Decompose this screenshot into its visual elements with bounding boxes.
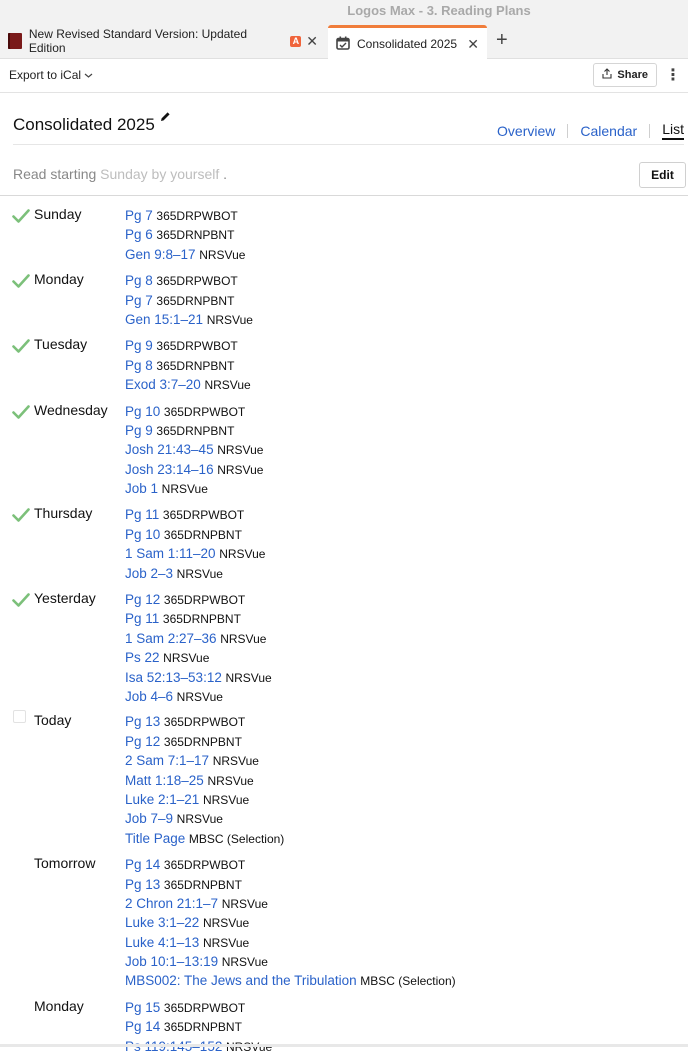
reading-link[interactable]: 1 Sam 2:27–36 — [125, 630, 217, 646]
resource-name: MBSC (Selection) — [360, 974, 456, 989]
tab-label: New Revised Standard Version: Updated Edition — [28, 27, 247, 55]
reading-link[interactable]: Luke 3:1–22 — [125, 915, 200, 931]
read-suffix: . — [223, 166, 228, 182]
reading-item — [125, 894, 456, 913]
tab-bar — [0, 20, 688, 59]
reading-link[interactable]: Pg 13 — [125, 714, 161, 730]
resource-name: 365DRNPBNT — [156, 358, 235, 373]
book-icon — [8, 33, 22, 49]
day-group — [0, 855, 688, 991]
resource-name: 365DRNPBNT — [156, 293, 235, 308]
checkmark-icon[interactable] — [12, 592, 30, 610]
resource-name: NRSVue — [202, 935, 250, 950]
resource-name: MBSC (Selection) — [188, 831, 285, 846]
reading-link[interactable]: Pg 10 — [125, 403, 161, 419]
pencil-icon[interactable] — [160, 111, 171, 125]
reading-item — [125, 648, 272, 667]
reading-item — [125, 998, 272, 1017]
reading-item — [125, 544, 265, 563]
share-icon — [602, 68, 612, 82]
reading-link[interactable]: Luke 4:1–13 — [125, 934, 200, 950]
reading-link[interactable]: 2 Chron 21:1–7 — [125, 895, 219, 911]
reading-link[interactable]: Pg 12 — [125, 592, 161, 608]
readings-list — [125, 271, 253, 329]
share-button[interactable] — [593, 63, 657, 87]
reading-link[interactable]: Matt 1:18–25 — [125, 772, 204, 788]
reading-link[interactable]: Luke 2:1–21 — [125, 791, 200, 807]
day-name: Tuesday — [34, 336, 88, 353]
view-overview[interactable]: Overview — [497, 122, 556, 139]
resource-name: NRSVue — [221, 896, 268, 911]
reading-link[interactable]: Pg 9 — [125, 338, 153, 354]
plan-header — [0, 93, 688, 145]
reading-item — [125, 809, 284, 828]
resource-name: NRSVue — [176, 812, 223, 827]
readings-list — [125, 855, 456, 991]
readings-list — [125, 505, 265, 583]
calendar-icon — [336, 36, 350, 52]
reading-item — [125, 913, 456, 932]
resource-name: NRSVue — [202, 916, 250, 931]
reading-item — [125, 609, 272, 628]
new-tab-button[interactable]: + — [496, 29, 508, 51]
reading-item — [125, 875, 456, 894]
reading-item — [125, 933, 456, 952]
view-switcher — [497, 121, 684, 140]
day-name: Thursday — [34, 505, 93, 522]
reading-link[interactable]: Pg 8 — [125, 357, 153, 373]
read-prefix: Read starting — [13, 166, 97, 182]
reading-item — [125, 712, 284, 731]
close-icon[interactable]: ✕ — [306, 32, 318, 49]
reading-item — [125, 245, 245, 264]
day-name: Monday — [34, 997, 84, 1014]
reading-link[interactable]: Exod 3:7–20 — [125, 377, 201, 393]
export-label: Export to iCal — [9, 68, 82, 82]
day-group — [0, 998, 688, 1056]
readings-list — [125, 590, 272, 706]
reading-link[interactable]: Pg 7 — [125, 208, 153, 223]
reader: by yourself — [151, 166, 220, 182]
reading-item — [125, 525, 265, 544]
read-starting-text — [13, 166, 227, 182]
reading-item — [125, 668, 272, 687]
reading-link[interactable]: Job 7–9 — [125, 811, 174, 827]
reading-link[interactable]: 2 Sam 7:1–17 — [125, 753, 210, 769]
window-title: Logos Max - 3. Reading Plans — [0, 0, 688, 20]
resource-name: NRSVue — [176, 566, 223, 581]
reading-item — [125, 225, 245, 244]
reading-item — [125, 564, 265, 583]
reading-item — [125, 751, 284, 770]
reading-item — [125, 829, 284, 848]
day-group — [0, 336, 688, 394]
reading-item — [125, 629, 272, 648]
view-list[interactable]: List — [662, 121, 684, 140]
resource-name: 365DRNPBNT — [163, 877, 242, 892]
page-title: Consolidated 2025 — [13, 115, 155, 134]
reading-item — [125, 271, 253, 290]
resource-name: NRSVue — [202, 792, 250, 807]
reading-link[interactable]: 1 Sam 1:11–20 — [125, 546, 216, 562]
resource-name: 365DRNPBNT — [163, 1020, 242, 1035]
readings-list — [125, 336, 251, 394]
reading-item — [125, 732, 284, 751]
reading-link[interactable]: MBS002: The Jews and the Tribulation — [125, 973, 357, 989]
resource-name: 365DRNPBNT — [163, 734, 242, 749]
reading-link[interactable]: Job 10:1–13:19 — [125, 954, 219, 970]
reading-item — [125, 206, 245, 225]
reading-item — [125, 771, 284, 790]
resource-name: 365DRPWBOT — [163, 593, 246, 608]
reading-item — [125, 505, 265, 524]
reading-link[interactable]: Pg 14 — [125, 1019, 161, 1035]
reading-link[interactable]: Job 2–3 — [125, 565, 174, 581]
resource-name: 365DRPWBOT — [156, 339, 238, 354]
resource-name: NRSVue — [199, 247, 246, 262]
day-checkbox[interactable] — [13, 710, 26, 723]
resource-name: 365DRPWBOT — [163, 715, 246, 730]
reading-link[interactable]: Pg 12 — [125, 733, 161, 749]
day-name: Sunday — [34, 206, 82, 222]
more-options-icon[interactable]: ⋮ — [665, 67, 681, 84]
reading-item — [125, 687, 272, 706]
resource-name: NRSVue — [161, 482, 208, 497]
reading-link[interactable]: Job 4–6 — [125, 688, 174, 704]
edit-button[interactable]: Edit — [639, 162, 686, 188]
reading-link[interactable]: Gen 9:8–17 — [125, 246, 196, 262]
reading-item — [125, 479, 263, 498]
day-group — [0, 271, 688, 329]
day-group — [0, 590, 688, 706]
reading-item — [125, 336, 251, 355]
reading-item — [125, 291, 253, 310]
checkmark-icon[interactable] — [12, 338, 30, 356]
reading-link[interactable]: Pg 6 — [125, 227, 153, 243]
reading-item — [125, 440, 263, 459]
reading-link[interactable]: Gen 15:1–21 — [125, 311, 204, 327]
start-day: Sunday — [100, 166, 148, 182]
readings-list — [125, 998, 272, 1056]
resource-name: 365DRPWBOT — [163, 404, 246, 419]
day-name: Wednesday — [34, 401, 108, 418]
reading-item — [125, 356, 251, 375]
reading-item — [125, 310, 253, 329]
day-group — [0, 712, 688, 848]
share-label: Share — [617, 69, 648, 81]
day-name: Tomorrow — [34, 855, 96, 872]
reading-link[interactable]: Isa 52:13–53:12 — [125, 669, 222, 685]
reading-link[interactable]: Pg 10 — [125, 526, 161, 542]
resource-name: 365DRPWBOT — [163, 858, 246, 873]
reading-item — [125, 590, 272, 609]
resource-name: NRSVue — [225, 670, 272, 685]
tab-consolidated-2025[interactable] — [328, 25, 487, 60]
reading-link[interactable]: Josh 21:43–45 — [125, 442, 214, 458]
divider — [567, 124, 568, 138]
reading-link[interactable]: Job 1 — [125, 481, 159, 497]
reading-link[interactable]: Pg 11 — [125, 611, 160, 627]
toolbar — [0, 59, 688, 93]
checkmark-icon[interactable] — [12, 507, 30, 525]
reading-item — [125, 421, 263, 440]
reading-link[interactable]: Pg 7 — [125, 292, 153, 308]
chevron-down-icon — [84, 68, 93, 82]
reading-link[interactable]: Title Page — [125, 830, 186, 846]
resource-name: 365DRPWBOT — [156, 274, 238, 289]
reading-item — [125, 952, 456, 971]
read-starting-row — [0, 145, 688, 196]
reading-link[interactable]: Pg 15 — [125, 999, 161, 1015]
resource-name: 365DRNPBNT — [163, 527, 242, 542]
resource-name: NRSVue — [220, 631, 267, 646]
reading-item — [125, 971, 456, 990]
reading-link[interactable]: Pg 14 — [125, 857, 161, 873]
reading-link[interactable]: Pg 13 — [125, 876, 161, 892]
day-group — [0, 402, 688, 499]
resource-name: NRSVue — [176, 689, 223, 704]
reading-item — [125, 375, 251, 394]
day-name: Today — [34, 712, 72, 729]
reading-link[interactable]: Ps 22 — [125, 650, 160, 666]
day-group — [0, 206, 688, 264]
day-name: Monday — [34, 271, 84, 288]
reading-item — [125, 402, 263, 421]
export-to-ical-menu[interactable] — [9, 68, 93, 82]
resource-name: 365DRNPBNT — [156, 423, 235, 438]
day-group — [0, 505, 688, 583]
resource-name: 365DRPWBOT — [162, 508, 245, 523]
resource-name: NRSVue — [217, 443, 264, 458]
readings-list — [125, 402, 263, 499]
divider — [649, 124, 650, 138]
reading-item — [125, 1017, 272, 1036]
resource-name: NRSVue — [207, 773, 254, 788]
alert-badge: A — [290, 36, 301, 47]
resource-name: NRSVue — [206, 312, 253, 327]
checkmark-icon[interactable] — [12, 208, 30, 226]
day-name: Yesterday — [34, 590, 96, 607]
tab-label: Consolidated 2025 — [357, 37, 458, 51]
resource-name: 365DRNPBNT — [156, 228, 235, 243]
reading-item — [125, 855, 456, 874]
reading-link[interactable]: Josh 23:14–16 — [125, 461, 214, 477]
resource-name: NRSVue — [217, 462, 264, 477]
reading-link[interactable]: Pg 9 — [125, 422, 153, 438]
checkmark-icon[interactable] — [12, 404, 30, 422]
resource-name: 365DRPWBOT — [156, 209, 238, 223]
resource-name: 365DRNPBNT — [162, 612, 241, 627]
readings-list — [125, 206, 245, 264]
resource-name: NRSVue — [212, 754, 259, 769]
reading-item — [125, 790, 284, 809]
reading-link[interactable]: Pg 8 — [125, 273, 153, 289]
resource-name: NRSVue — [221, 955, 268, 970]
tab-nrsvue[interactable] — [0, 26, 326, 56]
close-icon[interactable]: ✕ — [467, 35, 479, 52]
reading-list — [0, 206, 688, 1063]
resource-name: NRSVue — [219, 547, 266, 562]
checkmark-icon[interactable] — [12, 273, 30, 291]
resource-name: NRSVue — [163, 651, 210, 666]
resource-name: 365DRPWBOT — [163, 1000, 246, 1015]
readings-list — [125, 712, 284, 848]
reading-link[interactable]: Pg 11 — [125, 507, 160, 523]
view-calendar[interactable]: Calendar — [580, 122, 638, 139]
reading-item — [125, 460, 263, 479]
resource-name: NRSVue — [204, 378, 251, 393]
